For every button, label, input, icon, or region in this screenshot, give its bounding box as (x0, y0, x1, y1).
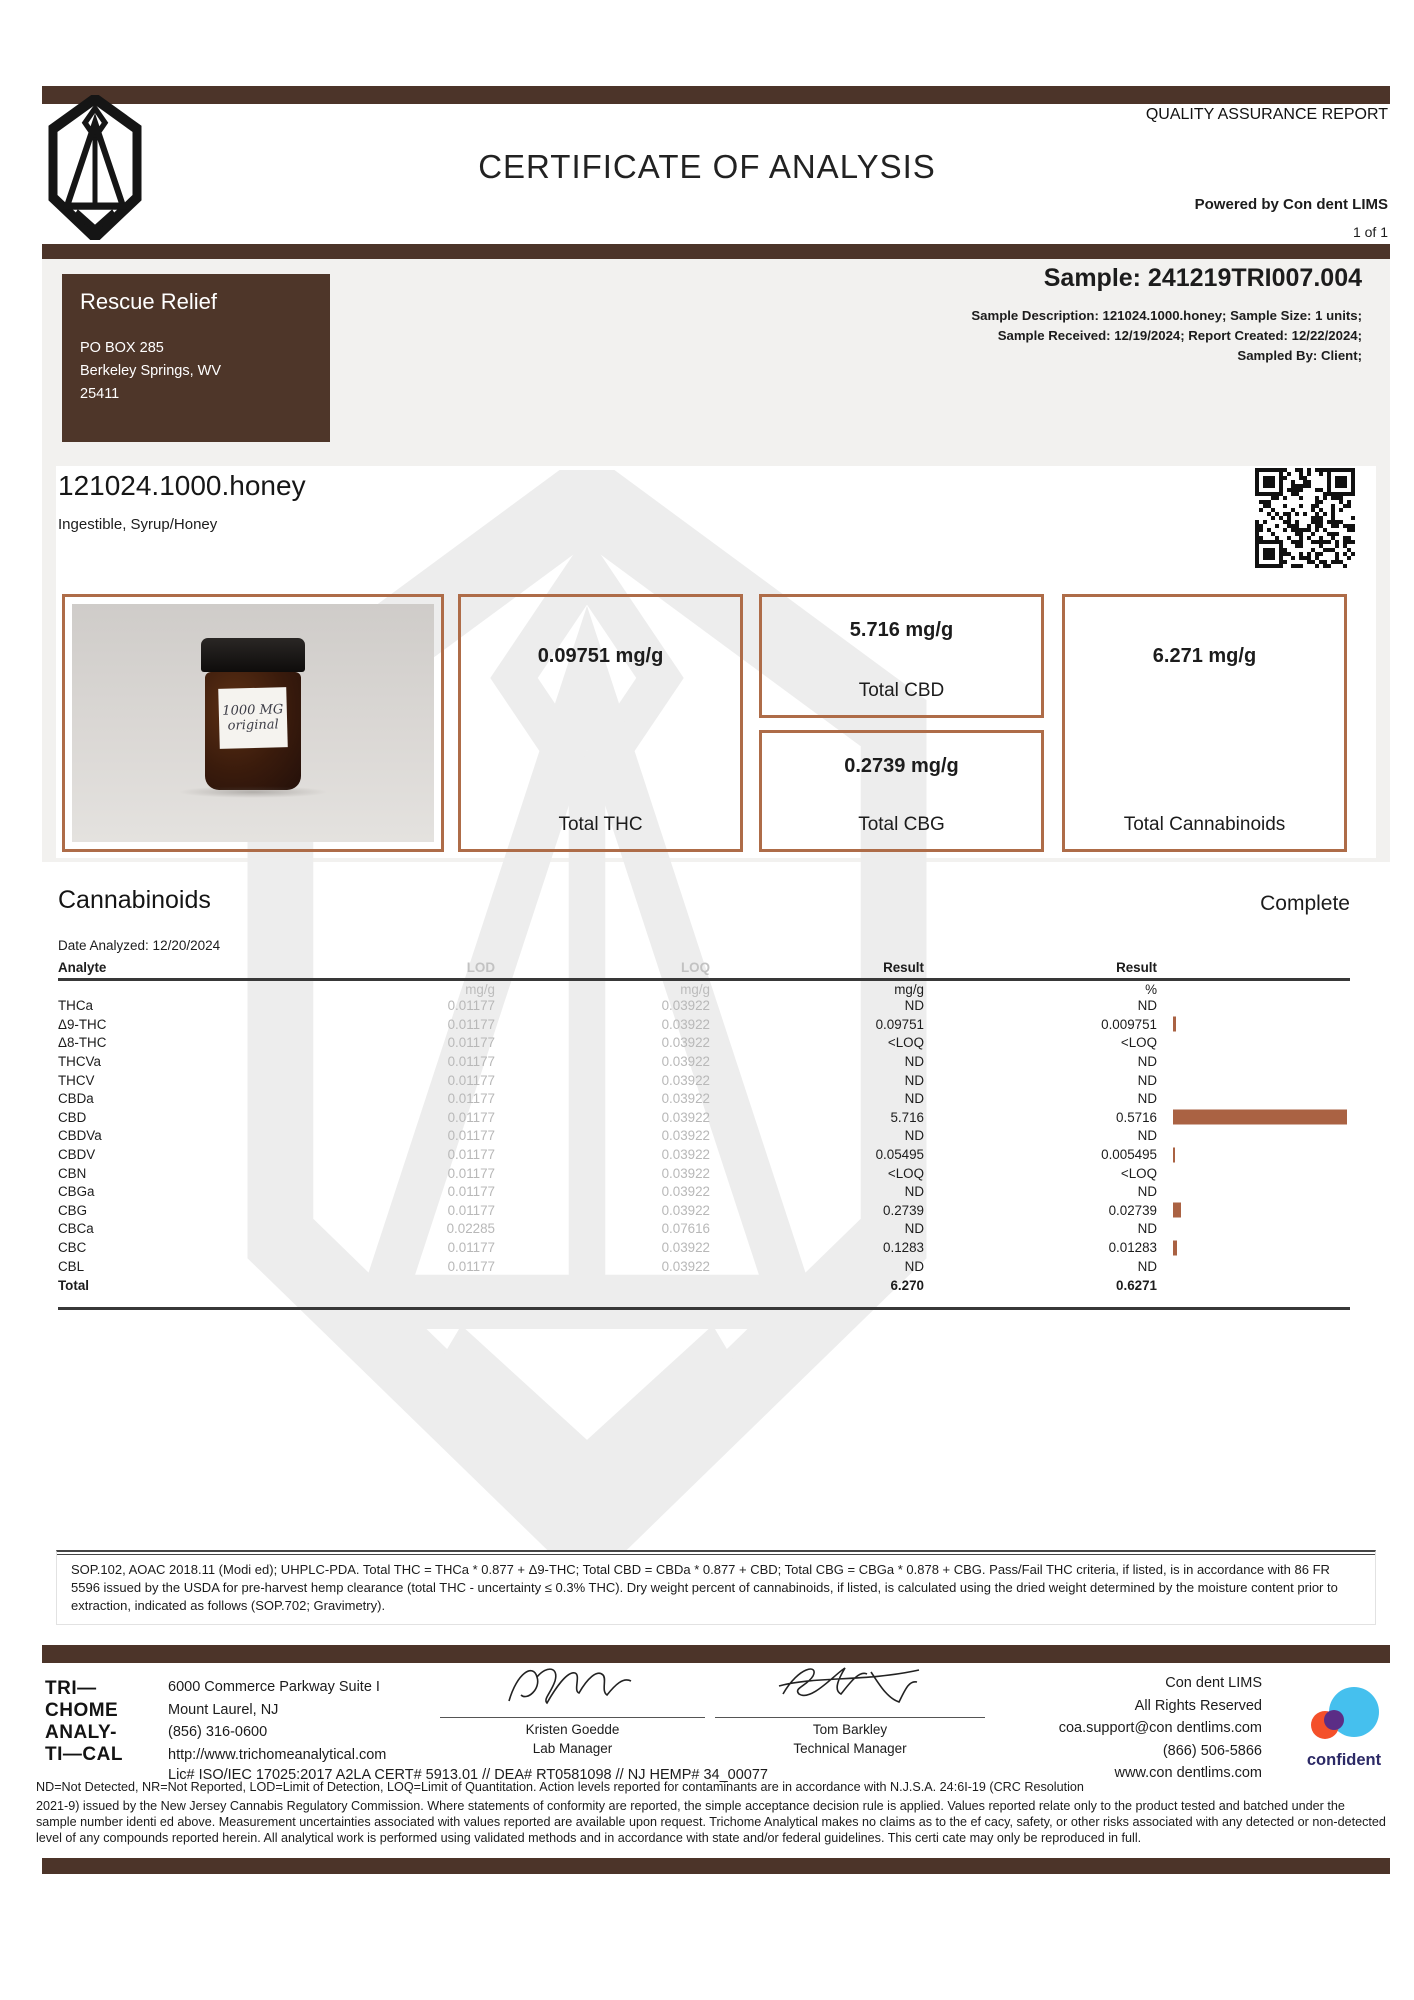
jar-handwritten-label: 1000 MG original (218, 687, 288, 749)
sample-description-line: Sample Received: 12/19/2024; Report Created: 12/22/2024; (997, 328, 1362, 343)
top-divider-bar (42, 86, 1390, 104)
footer-bottom-divider-bar (42, 1858, 1390, 1874)
signature-rule (440, 1717, 705, 1718)
table-row: CBD 0.01177 0.03922 5.716 0.5716 (58, 1108, 1350, 1127)
signatory-name: Tom Barkley (812, 1722, 888, 1737)
table-header-rule (58, 978, 1350, 981)
confident-logo (1298, 1684, 1390, 1770)
total-cbg-label: Total CBG (858, 814, 945, 835)
total-cannabinoids-label: Total Cannabinoids (1123, 814, 1286, 835)
col-header-analyte: Analyte (58, 960, 107, 975)
result-percent-bar (1173, 1240, 1177, 1255)
lab-address-block (168, 1676, 386, 1766)
unit-lod: mg/g (465, 981, 495, 997)
table-row: CBCa 0.02285 0.07616 ND ND (58, 1221, 1157, 1237)
col-header-loq: LOQ (680, 960, 710, 975)
total-cbg-value: 0.2739 mg/g (844, 755, 959, 777)
total-thc-label: Total THC (558, 814, 643, 835)
client-address-line: 25411 (80, 386, 120, 402)
table-row: CBC 0.01177 0.03922 0.1283 0.01283 (58, 1238, 1350, 1257)
disclaimer-paragraph: 2021-9) issued by the New Jersey Cannabis Regulatory Commission. Where statements of conformity are reported, the simple acceptance decision rule is applied. Values reported relate only to the product tested and batched under the sample number identi ed above. Measurement uncertainties associated with values reported are available upon request. Trichome Analytical makes no claims as to the ef cacy, safety, or other risks associated with any detected or non-detected level of any compounds reported herein. All analytical work is performed using validated methods and in accordance with state and/or federal guidelines. This certi cate may only be reproduced in full. (36, 1799, 1386, 1846)
product-type: Ingestible, Syrup/Honey (58, 516, 218, 533)
table-bottom-rule (58, 1307, 1350, 1310)
result-percent-bar (1173, 1203, 1181, 1218)
sample-description-line: Sampled By: Client; (1237, 348, 1362, 363)
qr-code (1255, 468, 1355, 568)
client-address-line: PO BOX 285 (80, 340, 164, 356)
table-row: THCa 0.01177 0.03922 ND ND (58, 998, 1157, 1014)
unit-result-pct: % (1145, 981, 1157, 997)
product-photo (72, 604, 434, 842)
table-row: THCV 0.01177 0.03922 ND ND (58, 1072, 1157, 1088)
date-analyzed: Date Analyzed: 12/20/2024 (58, 938, 221, 953)
total-cbd-box (759, 594, 1044, 718)
jar-shadow (178, 786, 328, 798)
signature-lab-manager (440, 1660, 705, 1756)
lab-address-line: 6000 Commerce Parkway Suite I (168, 1679, 380, 1695)
methodology-footnote: SOP.102, AOAC 2018.11 (Modi ed); UHPLC-PDA. Total THC = THCa * 0.877 + Δ9-THC; Total CBD = CBDa * 0.877 + CBD; Total CBG = CBGa * 0.878 + CBG. Pass/Fail THC criteria, if listed, is in accordance with 86 FR 5596 issued by the USDA for pre-harvest hemp clearance (total THC - uncertainty ≤ 0.3% THC). Dry weight percent of cannabinoids, if listed, is calculated using the dried weight determined by the moisture content prior to extraction, indicated as follows (SOP.702; Gravimetry). (56, 1550, 1376, 1625)
table-row: THCVa 0.01177 0.03922 ND ND (58, 1054, 1157, 1070)
total-thc-box (458, 594, 743, 852)
sample-description-line: Sample Description: 121024.1000.honey; Sample Size: 1 units; (971, 308, 1362, 323)
table-header-row (58, 960, 1350, 975)
table-row: CBDVa 0.01177 0.03922 ND ND (58, 1128, 1157, 1144)
product-photo-box (62, 594, 444, 852)
analysis-status: Complete (1260, 892, 1350, 915)
table-row: CBL 0.01177 0.03922 ND ND (58, 1258, 1157, 1274)
lims-phone: (866) 506-5866 (1162, 1742, 1262, 1759)
table-row: CBDa 0.01177 0.03922 ND ND (58, 1091, 1157, 1107)
table-row: CBG 0.01177 0.03922 0.2739 0.02739 (58, 1201, 1350, 1220)
header-divider-bar (42, 244, 1390, 259)
total-cannabinoids-box (1062, 594, 1347, 852)
signature-icon (503, 1660, 643, 1710)
table-row: CBN 0.01177 0.03922 <LOQ <LOQ (58, 1165, 1157, 1181)
lab-address-line: Mount Laurel, NJ (168, 1701, 279, 1718)
lims-email: coa.support@con dentlims.com (1058, 1720, 1262, 1736)
definitions-line: ND=Not Detected, NR=Not Reported, LOD=Limit of Detection, LOQ=Limit of Quantitation. Action levels reported for contaminants are in accordance with N.J.S.A. 24:6I-19 (CRC Resolution (36, 1780, 1084, 1794)
total-thc-value: 0.09751 mg/g (537, 645, 664, 667)
report-type-label: QUALITY ASSURANCE REPORT (1145, 106, 1388, 123)
col-header-lod: LOD (466, 960, 495, 975)
sample-id: Sample: 241219TRI007.004 (1043, 264, 1362, 292)
result-percent-bar (1173, 1147, 1175, 1162)
signatory-name: Kristen Goedde (525, 1722, 620, 1737)
table-units-row (58, 982, 1350, 997)
signature-rule (715, 1717, 985, 1718)
page-indicator: 1 of 1 (1352, 224, 1388, 240)
total-cannabinoids-value: 6.271 mg/g (1152, 645, 1257, 667)
cannabinoids-table (58, 960, 1350, 1310)
document-title: CERTIFICATE OF ANALYSIS (478, 148, 936, 185)
total-cbg-box (759, 730, 1044, 852)
lims-website: www.con dentlims.com (1114, 1765, 1262, 1781)
table-row: Δ8-THC 0.01177 0.03922 <LOQ <LOQ (58, 1035, 1157, 1051)
powered-by-label: Powered by Con dent LIMS (1194, 196, 1388, 213)
table-row: CBDV 0.01177 0.03922 0.05495 0.005495 (58, 1145, 1350, 1164)
license-line: Lic# ISO/IEC 17025:2017 A2LA CERT# 5913.01 // DEA# RT0581098 // NJ HEMP# 34_00077 (168, 1767, 768, 1783)
signature-icon (775, 1660, 925, 1710)
client-name: Rescue Relief (80, 289, 217, 314)
product-name: 121024.1000.honey (58, 470, 306, 501)
client-info-box (62, 274, 330, 442)
signature-technical-manager (715, 1660, 985, 1756)
lab-phone: (856) 316-0600 (168, 1724, 268, 1740)
col-header-result-mgg: Result (883, 960, 924, 975)
signatory-title: Lab Manager (532, 1741, 613, 1756)
client-address-line: Berkeley Springs, WV (80, 363, 222, 379)
unit-result-mgg: mg/g (894, 981, 924, 997)
table-row: Δ9-THC 0.01177 0.03922 0.09751 0.009751 (58, 1015, 1350, 1034)
cannabinoids-section-title: Cannabinoids (58, 886, 211, 914)
result-percent-bar (1173, 1017, 1176, 1032)
confident-logo-icon (1302, 1684, 1386, 1744)
confident-logo-text: confident (1306, 1751, 1382, 1769)
lab-website: http://www.trichomeanalytical.com (168, 1746, 387, 1763)
confident-lims-block (1059, 1672, 1262, 1785)
jar-body (205, 672, 301, 790)
sample-description-block (971, 306, 1362, 366)
total-cbd-label: Total CBD (858, 680, 945, 701)
trichome-analytical-wordmark: TRI— CHOME ANALY- TI—CAL (45, 1678, 123, 1765)
col-header-result-pct: Result (1116, 960, 1157, 975)
lims-rights: All Rights Reserved (1134, 1697, 1262, 1714)
signatory-title: Technical Manager (793, 1741, 907, 1756)
lims-name: Con dent LIMS (1165, 1675, 1262, 1691)
unit-loq: mg/g (680, 981, 710, 997)
jar-lid (201, 638, 305, 672)
total-cbd-value: 5.716 mg/g (849, 619, 954, 641)
cannabinoid-rows (58, 997, 1350, 1296)
table-row: Total 6.270 0.6271 (58, 1278, 1157, 1294)
table-row: CBGa 0.01177 0.03922 ND ND (58, 1184, 1157, 1200)
result-percent-bar (1173, 1110, 1347, 1125)
sample-jar-image (201, 638, 305, 790)
